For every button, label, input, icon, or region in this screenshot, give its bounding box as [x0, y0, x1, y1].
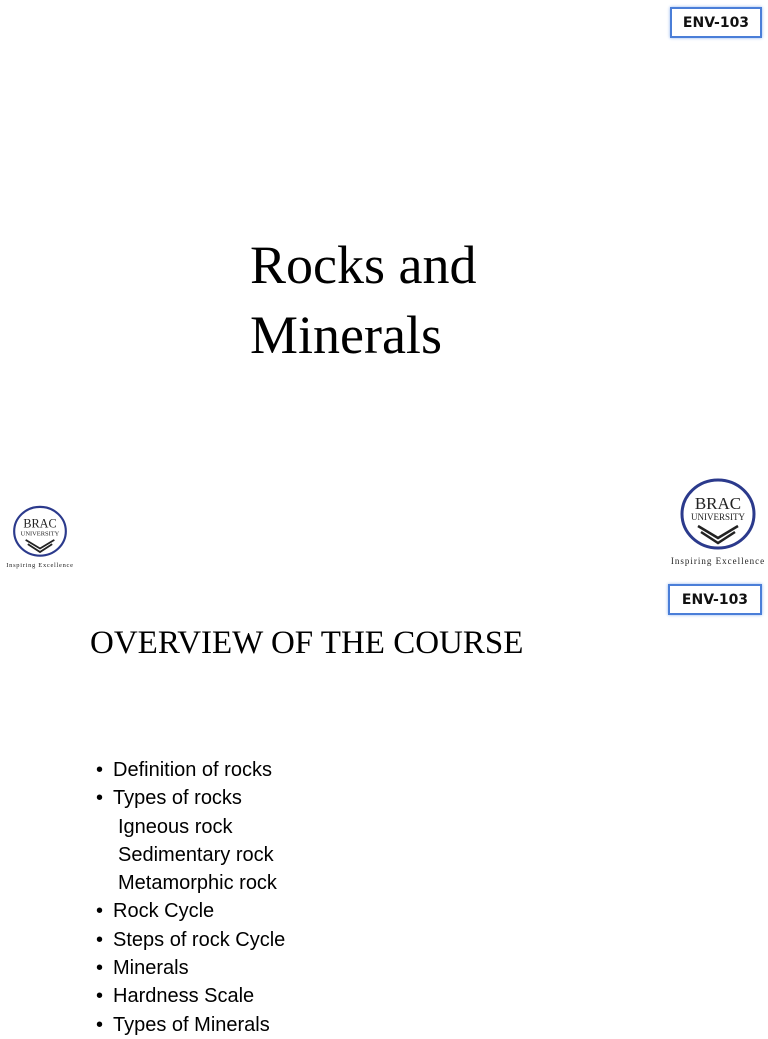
logo-name-line2: UNIVERSITY — [691, 512, 745, 522]
bullet: • — [96, 1013, 104, 1036]
bullet: • — [96, 957, 104, 980]
title-line-1: Rocks and — [250, 235, 477, 295]
list-item — [96, 756, 285, 784]
bullet: • — [96, 928, 104, 951]
bullet: • — [96, 900, 104, 923]
section-heading: OVERVIEW OF THE COURSE — [90, 625, 524, 661]
list-item-text: Types of rocks — [113, 787, 242, 810]
bullet: • — [96, 985, 104, 1008]
list-item — [96, 784, 285, 812]
logo-tagline: Inspiring Excellence — [670, 556, 766, 566]
list-item — [96, 926, 285, 954]
course-code-badge: ENV-103 — [670, 7, 762, 38]
logo-name-line1: BRAC — [23, 516, 57, 531]
brac-university-logo — [668, 476, 768, 568]
title-line-2: Minerals — [250, 305, 442, 365]
logo-name-line1: BRAC — [694, 494, 742, 513]
list-item-text: Igneous rock — [118, 815, 233, 838]
logo-name-line2: UNIVERSITY — [20, 530, 60, 538]
list-item-text: Definition of rocks — [113, 759, 272, 781]
list-item — [96, 897, 285, 925]
course-code-badge: ENV-103 — [668, 584, 762, 615]
list-item — [96, 1011, 285, 1039]
list-item — [96, 869, 285, 897]
list-item-text: Rock Cycle — [113, 900, 215, 923]
list-item — [96, 982, 285, 1010]
list-item-text: Steps of rock Cycle — [113, 928, 286, 951]
logo-chevron-icon — [26, 540, 55, 549]
list-item — [96, 841, 285, 869]
list-item-text: Types of Minerals — [113, 1013, 270, 1036]
bullet: • — [96, 759, 104, 781]
logo-chevron-icon — [698, 526, 738, 538]
course-outline-list — [96, 756, 285, 1039]
brac-university-logo — [4, 504, 76, 570]
list-item — [96, 813, 285, 841]
list-item-text: Metamorphic rock — [118, 872, 277, 895]
list-item — [96, 954, 285, 982]
list-item-text: Minerals — [113, 957, 189, 980]
bullet: • — [96, 787, 104, 810]
list-item-text: Sedimentary rock — [118, 843, 274, 866]
list-item-text: Hardness Scale — [113, 985, 255, 1008]
slide-title — [250, 230, 476, 370]
logo-tagline: Inspiring Excellence — [6, 562, 74, 570]
